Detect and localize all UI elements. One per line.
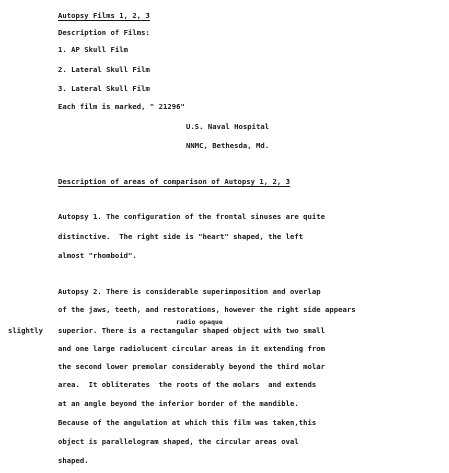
autopsy2-line-4: and one large radiolucent circular areas in it extending from xyxy=(58,344,326,353)
autopsy2-line-1: Autopsy 2. There is considerable superimposition and overlap xyxy=(58,287,321,296)
autopsy1-line-1: Autopsy 1. The configuration of the frontal sinuses are quite xyxy=(58,212,326,221)
film-item-3: 3. Lateral Skull Film xyxy=(58,84,150,93)
autopsy2-line-2: of the jaws, teeth, and restorations, however the right side appears xyxy=(58,305,356,314)
hospital-location: NNMC, Bethesda, Md. xyxy=(186,141,270,150)
autopsy2-line-10: shaped. xyxy=(58,456,89,465)
hospital-name: U.S. Naval Hospital xyxy=(186,122,270,131)
document-heading: Autopsy Films 1, 2, 3 xyxy=(58,11,150,20)
film-item-1: 1. AP Skull Film xyxy=(58,45,129,54)
comparison-heading: Description of areas of comparison of Autopsy 1, 2, 3 xyxy=(58,177,290,186)
film-item-2: 2. Lateral Skull Film xyxy=(58,65,150,74)
autopsy2-line-8: Because of the angulation at which this film was taken,this xyxy=(58,418,317,427)
autopsy1-line-3: almost "rhomboid". xyxy=(58,251,137,260)
marked-line: Each film is marked, " 21296" xyxy=(58,102,185,111)
autopsy1-line-2: distinctive. The right side is "heart" shaped, the left xyxy=(58,232,304,241)
autopsy2-line-5: the second lower premolar considerably beyond the third molar xyxy=(58,362,326,371)
autopsy2-line-6: area. It obliterates the roots of the molars and extends xyxy=(58,380,317,389)
margin-note: slightly xyxy=(8,326,44,335)
autopsy2-line-7: at an angle beyond the inferior border of the mandible. xyxy=(58,399,299,408)
insertion-note: radio opaque xyxy=(176,318,223,326)
autopsy2-line-3: superior. There is a rectangular shaped object with two small xyxy=(58,326,326,335)
autopsy2-line-9: object is parallelogram shaped, the circular areas oval xyxy=(58,437,299,446)
description-label: Description of Films: xyxy=(58,28,150,37)
